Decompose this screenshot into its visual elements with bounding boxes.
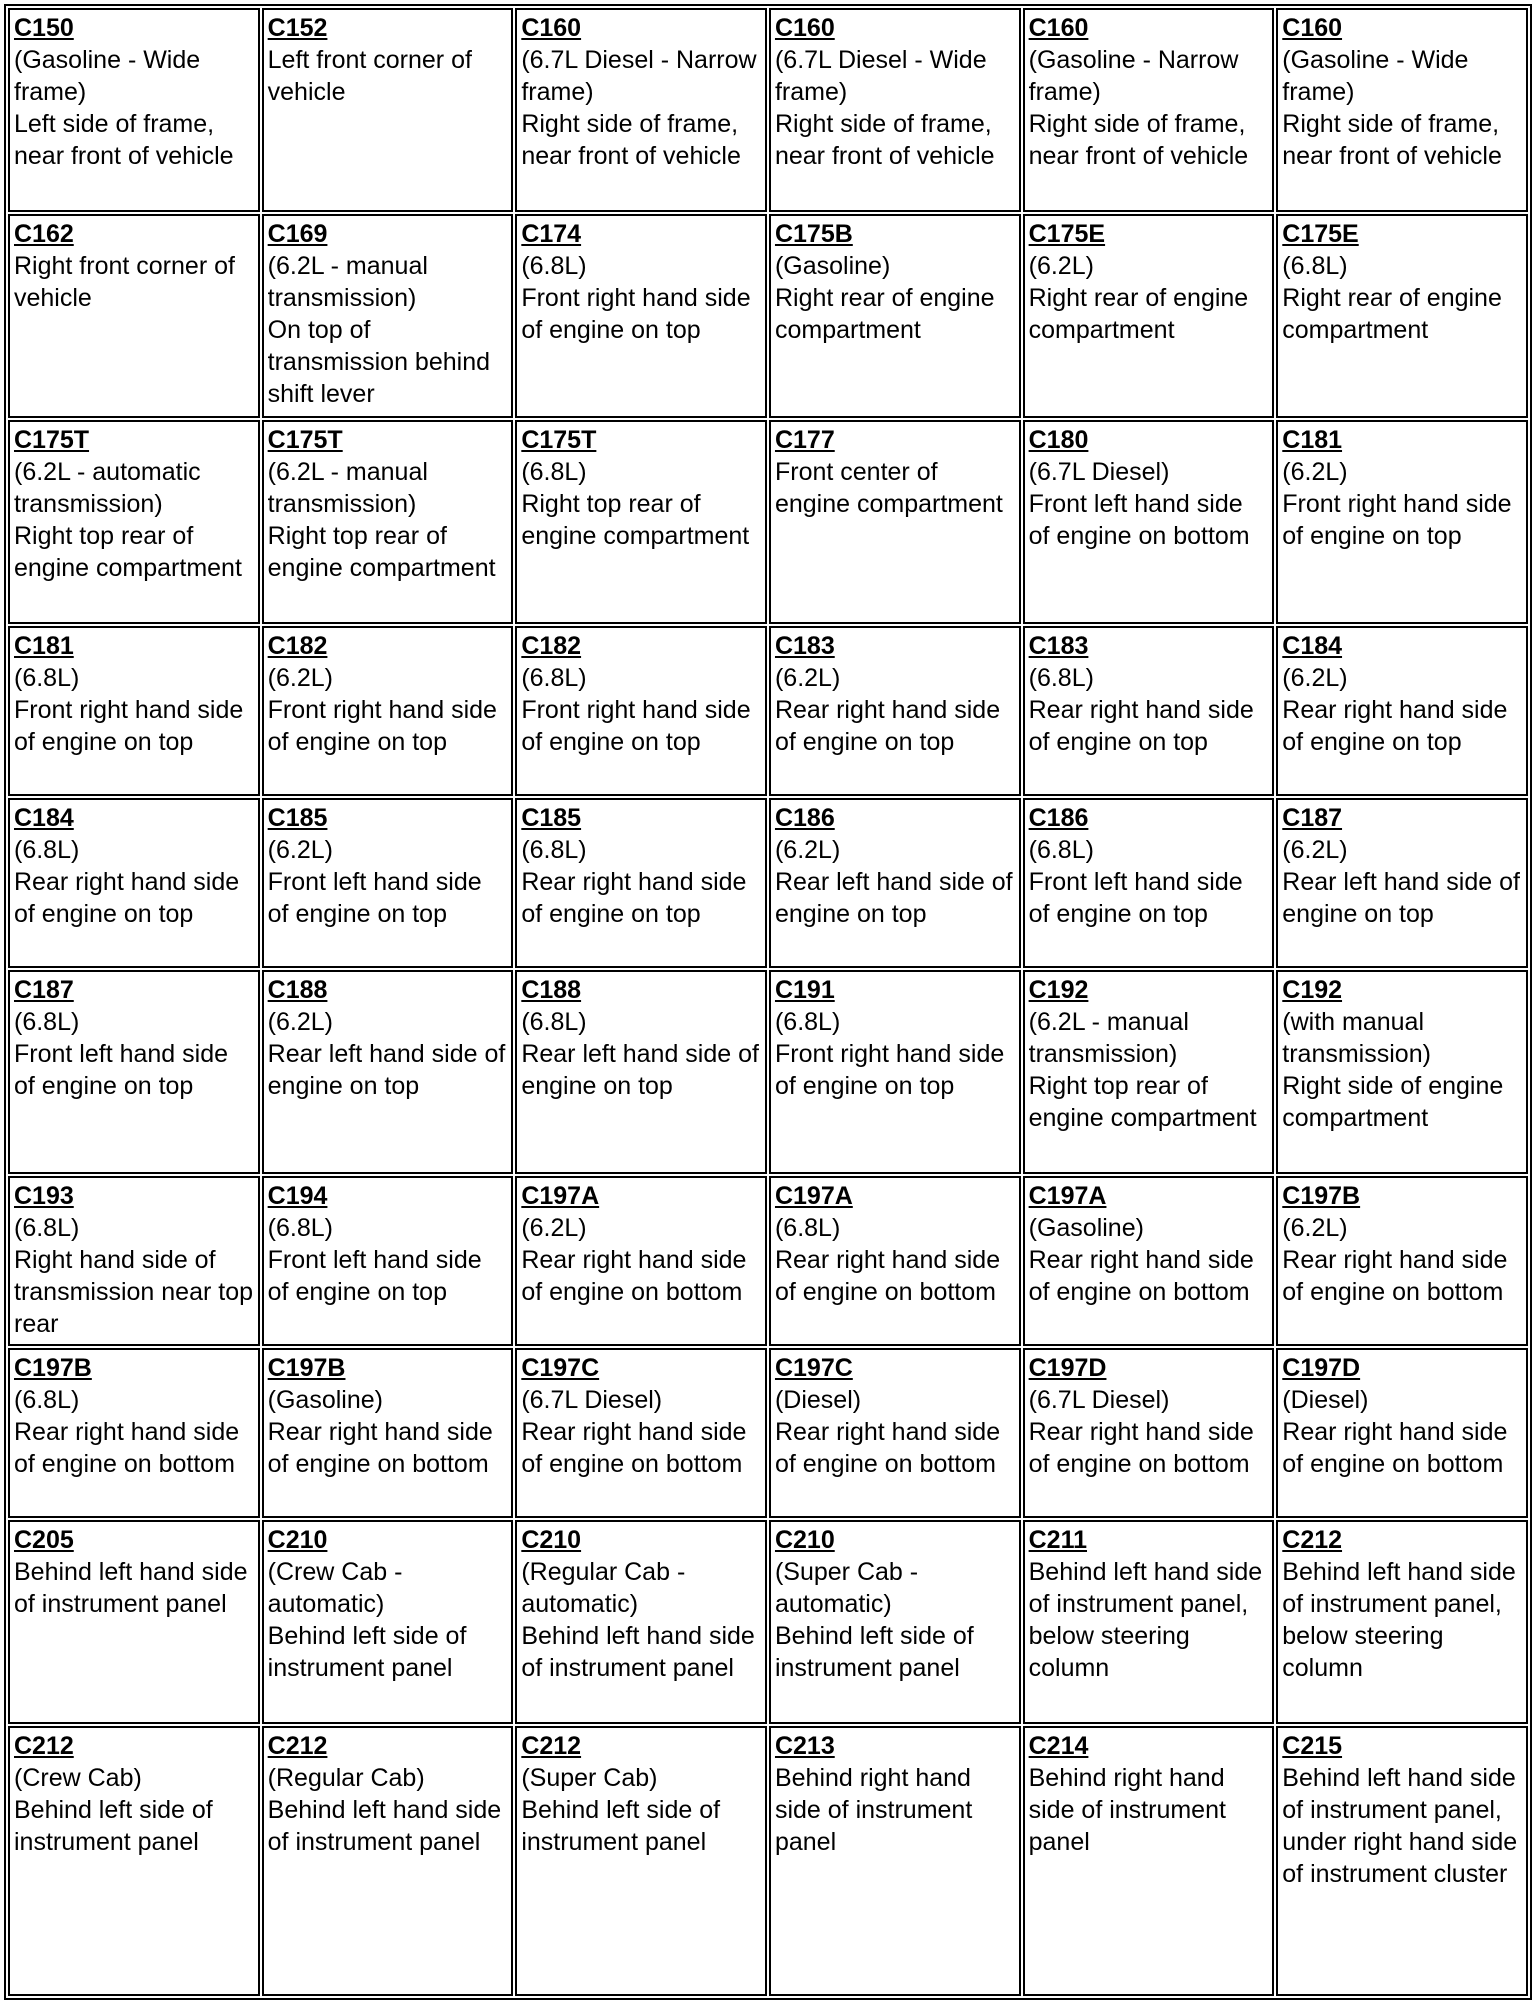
connector-id: C188 — [521, 976, 582, 1004]
connector-condition: (6.2L) — [1282, 664, 1348, 692]
connector-cell — [8, 1176, 260, 1346]
connector-condition: (6.7L Diesel - Wide frame) — [774, 46, 987, 106]
connector-location: Right top rear of engine compartment — [267, 522, 496, 582]
connector-cell — [769, 970, 1021, 1174]
connector-location: Left side of frame, near front of vehicle — [14, 110, 234, 170]
connector-id: C213 — [774, 1732, 835, 1760]
table-row — [8, 970, 1528, 1174]
connector-cell — [8, 8, 260, 212]
connector-id: C185 — [267, 804, 328, 832]
connector-location: Behind left side of instrument panel — [774, 1622, 974, 1682]
connector-id: C187 — [14, 976, 74, 1004]
connector-condition: (Gasoline - Narrow frame) — [1028, 46, 1239, 106]
connector-cell — [1276, 214, 1528, 418]
connector-id: C184 — [14, 804, 74, 832]
connector-condition: (Gasoline - Wide frame) — [14, 46, 201, 106]
connector-condition: (Crew Cab - automatic) — [267, 1558, 403, 1618]
connector-condition: (6.2L - manual transmission) — [267, 252, 428, 312]
connector-condition: (Super Cab - automatic) — [774, 1558, 919, 1618]
connector-cell — [769, 8, 1021, 212]
connector-condition: (6.8L) — [14, 664, 80, 692]
connector-id: C174 — [521, 220, 582, 248]
connector-cell — [8, 970, 260, 1174]
connector-cell — [262, 214, 514, 418]
connector-location: Front right hand side of engine on top — [1282, 490, 1512, 550]
connector-location: Right hand side of transmission near top rear — [14, 1246, 254, 1338]
connector-condition: (6.2L - manual transmission) — [1028, 1008, 1189, 1068]
connector-cell — [1276, 626, 1528, 796]
connector-condition: (Diesel) — [1282, 1386, 1369, 1414]
connector-id: C181 — [1282, 426, 1343, 454]
connector-condition: (Gasoline) — [1028, 1214, 1144, 1242]
connector-condition: (6.2L) — [267, 664, 333, 692]
connector-location: Right rear of engine compartment — [1282, 284, 1502, 344]
connector-location: Front right hand side of engine on top — [521, 284, 751, 344]
connector-location: Front right hand side of engine on top — [267, 696, 497, 756]
connector-location: Right top rear of engine compartment — [14, 522, 242, 582]
connector-condition: (6.2L) — [1028, 252, 1094, 280]
connector-cell — [1276, 1520, 1528, 1724]
connector-cell — [515, 798, 767, 968]
connector-id: C197A — [774, 1182, 853, 1210]
connector-id: C182 — [521, 632, 582, 660]
connector-id: C205 — [14, 1526, 74, 1554]
connector-id: C150 — [14, 14, 74, 42]
connector-cell — [262, 420, 514, 624]
connector-location: Front right hand side of engine on top — [774, 1040, 1005, 1100]
connector-condition: (Regular Cab) — [267, 1764, 425, 1792]
connector-cell — [515, 1726, 767, 1996]
connector-condition: (6.2L) — [774, 664, 841, 692]
connector-location: Rear right hand side of engine on bottom — [267, 1418, 493, 1478]
connector-cell — [769, 1726, 1021, 1996]
connector-cell — [1023, 8, 1275, 212]
connector-location: Rear left hand side of engine on top — [1282, 868, 1520, 928]
connector-id: C211 — [1028, 1526, 1088, 1554]
connector-location: Rear left hand side of engine on top — [521, 1040, 759, 1100]
connector-condition: (6.8L) — [521, 664, 587, 692]
connector-id: C192 — [1028, 976, 1089, 1004]
connector-cell — [1276, 1726, 1528, 1996]
connector-condition: (6.2L - manual transmission) — [267, 458, 428, 518]
connector-id: C175T — [14, 426, 90, 454]
connector-cell — [1023, 1176, 1275, 1346]
connector-location: Right side of frame, near front of vehicle — [1282, 110, 1502, 170]
connector-location: Behind left hand side of instrument panel, below steering column — [1028, 1558, 1263, 1682]
table-row — [8, 420, 1528, 624]
connector-location: Front right hand side of engine on top — [521, 696, 751, 756]
connector-location: Right front corner of vehicle — [14, 252, 235, 312]
connector-id: C193 — [14, 1182, 74, 1210]
connector-condition: (6.2L) — [1282, 458, 1348, 486]
connector-condition: (6.8L) — [521, 252, 587, 280]
connector-cell — [1276, 970, 1528, 1174]
connector-location: Rear right hand side of engine on top — [1028, 696, 1254, 756]
connector-location: Front center of engine compartment — [774, 458, 1003, 518]
connector-cell — [1023, 970, 1275, 1174]
connector-cell — [8, 1348, 260, 1518]
connector-id: C197D — [1028, 1354, 1107, 1382]
connector-cell — [262, 970, 514, 1174]
connector-condition: (6.7L Diesel) — [1028, 1386, 1170, 1414]
connector-location: Rear right hand side of engine on bottom — [521, 1418, 747, 1478]
connector-location: Left front corner of vehicle — [267, 46, 472, 106]
connector-location: Rear right hand side of engine on bottom — [1028, 1418, 1254, 1478]
connector-cell — [8, 798, 260, 968]
connector-id: C197B — [1282, 1182, 1361, 1210]
connector-cell — [769, 1520, 1021, 1724]
connector-id: C184 — [1282, 632, 1343, 660]
connector-location: Right top rear of engine compartment — [521, 490, 750, 550]
connector-location: Front left hand side of engine on top — [1028, 868, 1243, 928]
connector-cell — [515, 1348, 767, 1518]
connector-id: C175B — [774, 220, 853, 248]
connector-id: C160 — [1028, 14, 1089, 42]
connector-condition: (6.2L) — [1282, 836, 1348, 864]
connector-condition: (Regular Cab - automatic) — [521, 1558, 686, 1618]
connector-id: C152 — [267, 14, 328, 42]
connector-id: C212 — [521, 1732, 582, 1760]
connector-id: C160 — [521, 14, 582, 42]
connector-id: C177 — [774, 426, 835, 454]
connector-cell — [1023, 214, 1275, 418]
connector-condition: (6.8L) — [521, 458, 587, 486]
connector-cell — [8, 214, 260, 418]
connector-cell — [515, 214, 767, 418]
connector-cell — [769, 626, 1021, 796]
connector-cell — [262, 1520, 514, 1724]
connector-id: C175T — [267, 426, 343, 454]
connector-cell — [769, 1176, 1021, 1346]
connector-id: C197A — [1028, 1182, 1107, 1210]
connector-condition: (6.2L) — [267, 836, 333, 864]
connector-location: Rear right hand side of engine on bottom — [1282, 1418, 1508, 1478]
connector-id: C160 — [1282, 14, 1343, 42]
connector-condition: (6.8L) — [774, 1214, 841, 1242]
connector-condition: (6.8L) — [14, 836, 80, 864]
connector-id: C197A — [521, 1182, 600, 1210]
connector-cell — [769, 420, 1021, 624]
connector-id: C210 — [267, 1526, 328, 1554]
connector-cell — [262, 798, 514, 968]
connector-cell — [769, 214, 1021, 418]
connector-condition: (6.7L Diesel) — [521, 1386, 663, 1414]
connector-cell — [515, 626, 767, 796]
connector-condition: (6.7L Diesel - Narrow frame) — [521, 46, 757, 106]
connector-location: Front left hand side of engine on top — [14, 1040, 229, 1100]
connector-id: C169 — [267, 220, 328, 248]
connector-id: C186 — [1028, 804, 1089, 832]
connector-cell — [262, 8, 514, 212]
connector-id: C194 — [267, 1182, 328, 1210]
connector-cell — [515, 8, 767, 212]
connector-id: C214 — [1028, 1732, 1089, 1760]
connector-condition: (with manual transmission) — [1282, 1008, 1431, 1068]
connector-location: Right top rear of engine compartment — [1028, 1072, 1257, 1132]
connector-location: Behind left side of instrument panel — [521, 1796, 721, 1856]
connector-location: Behind left side of instrument panel — [14, 1796, 213, 1856]
connector-id: C162 — [14, 220, 74, 248]
connector-location: Rear right hand side of engine on top — [1282, 696, 1508, 756]
connector-cell — [1023, 1348, 1275, 1518]
table-row — [8, 214, 1528, 418]
connector-location: Rear left hand side of engine on top — [774, 868, 1013, 928]
connector-id: C175E — [1282, 220, 1359, 248]
connector-id: C197D — [1282, 1354, 1361, 1382]
connector-cell — [1276, 798, 1528, 968]
connector-location: Behind left hand side of instrument panel, below steering column — [1282, 1558, 1516, 1682]
connector-cell — [262, 626, 514, 796]
connector-id: C212 — [267, 1732, 328, 1760]
connector-location: Right side of frame, near front of vehicle — [1028, 110, 1249, 170]
connector-id: C215 — [1282, 1732, 1343, 1760]
connector-cell — [8, 626, 260, 796]
connector-location: Rear right hand side of engine on bottom — [1282, 1246, 1508, 1306]
connector-condition: (6.8L) — [14, 1214, 80, 1242]
connector-id: C191 — [774, 976, 835, 1004]
connector-id: C212 — [1282, 1526, 1343, 1554]
connector-location: Rear right hand side of engine on bottom — [521, 1246, 747, 1306]
connector-location: On top of transmission behind shift lever — [267, 316, 490, 408]
connector-id: C175T — [521, 426, 597, 454]
connector-location: Front left hand side of engine on top — [267, 1246, 482, 1306]
table-row — [8, 1520, 1528, 1724]
connector-id: C197C — [521, 1354, 600, 1382]
connector-location: Behind left hand side of instrument panel — [267, 1796, 502, 1856]
connector-location: Right side of engine compartment — [1282, 1072, 1504, 1132]
connector-cell — [515, 1520, 767, 1724]
connector-condition: (Super Cab) — [521, 1764, 658, 1792]
connector-condition: (6.8L) — [1282, 252, 1348, 280]
connector-location: Rear right hand side of engine on top — [521, 868, 747, 928]
connector-condition: (6.8L) — [14, 1008, 80, 1036]
connector-location: Right side of frame, near front of vehicle — [774, 110, 995, 170]
table-row — [8, 1726, 1528, 1996]
connector-location: Rear right hand side of engine on bottom — [14, 1418, 240, 1478]
connector-condition: (6.2L) — [774, 836, 841, 864]
connector-cell — [8, 1726, 260, 1996]
connector-location: Behind right hand side of instrument panel — [1028, 1764, 1226, 1856]
table-row — [8, 798, 1528, 968]
connector-location: Right side of frame, near front of vehicle — [521, 110, 741, 170]
connector-id: C210 — [521, 1526, 582, 1554]
connector-cell — [1276, 1176, 1528, 1346]
connector-id: C210 — [774, 1526, 835, 1554]
connector-id: C187 — [1282, 804, 1343, 832]
connector-id: C175E — [1028, 220, 1106, 248]
connector-cell — [1023, 626, 1275, 796]
connector-cell — [1023, 1520, 1275, 1724]
connector-condition: (6.8L) — [774, 1008, 841, 1036]
connector-id: C192 — [1282, 976, 1343, 1004]
connector-location: Rear right hand side of engine on top — [774, 696, 1001, 756]
connector-condition: (Gasoline - Wide frame) — [1282, 46, 1469, 106]
connector-condition: (6.8L) — [14, 1386, 80, 1414]
connector-location: Rear right hand side of engine on bottom — [774, 1418, 1001, 1478]
connector-location: Behind right hand side of instrument panel — [774, 1764, 973, 1856]
connector-id: C182 — [267, 632, 328, 660]
connector-id: C181 — [14, 632, 74, 660]
connector-location: Behind left side of instrument panel — [267, 1622, 467, 1682]
connector-cell — [515, 970, 767, 1174]
connector-id: C197C — [774, 1354, 853, 1382]
connector-condition: (6.2L) — [521, 1214, 587, 1242]
connector-cell — [1276, 8, 1528, 212]
table-row — [8, 1348, 1528, 1518]
connector-cell — [8, 420, 260, 624]
connector-location: Behind left hand side of instrument panel — [14, 1558, 248, 1618]
connector-id: C188 — [267, 976, 328, 1004]
connector-condition: (6.2L) — [267, 1008, 333, 1036]
connector-location: Behind left hand side of instrument panel — [521, 1622, 755, 1682]
connector-cell — [769, 1348, 1021, 1518]
connector-condition: (6.8L) — [1028, 664, 1094, 692]
connector-location: Behind left hand side of instrument panel, under right hand side of instrument cluster — [1282, 1764, 1518, 1888]
table-row — [8, 8, 1528, 212]
connector-id: C197B — [14, 1354, 92, 1382]
connector-location: Rear right hand side of engine on top — [14, 868, 240, 928]
connector-id: C212 — [14, 1732, 74, 1760]
connector-cell — [1023, 420, 1275, 624]
connector-cell — [262, 1726, 514, 1996]
connector-condition: (Gasoline) — [267, 1386, 383, 1414]
connector-location: Rear right hand side of engine on bottom — [1028, 1246, 1254, 1306]
connector-cell — [769, 798, 1021, 968]
connector-condition: (6.8L) — [1028, 836, 1094, 864]
connector-id: C183 — [774, 632, 835, 660]
connector-location: Front left hand side of engine on bottom — [1028, 490, 1250, 550]
connector-location: Front right hand side of engine on top — [14, 696, 244, 756]
connector-cell — [515, 1176, 767, 1346]
connector-id: C183 — [1028, 632, 1089, 660]
connector-condition: (6.2L - automatic transmission) — [14, 458, 201, 518]
connector-id: C180 — [1028, 426, 1089, 454]
connector-condition: (6.2L) — [1282, 1214, 1348, 1242]
connector-id: C185 — [521, 804, 582, 832]
table-row — [8, 1176, 1528, 1346]
connector-condition: (6.8L) — [521, 836, 587, 864]
connector-location: Rear right hand side of engine on bottom — [774, 1246, 1001, 1306]
connector-cell — [1023, 1726, 1275, 1996]
connector-cell — [262, 1176, 514, 1346]
connector-cell — [515, 420, 767, 624]
table-body — [8, 8, 1528, 1996]
connector-id: C186 — [774, 804, 835, 832]
table-row — [8, 626, 1528, 796]
connector-cell — [8, 1520, 260, 1724]
connector-condition: (6.7L Diesel) — [1028, 458, 1170, 486]
connector-condition: (6.8L) — [267, 1214, 333, 1242]
connector-cell — [1276, 420, 1528, 624]
connector-location: Rear left hand side of engine on top — [267, 1040, 506, 1100]
connector-cell — [262, 1348, 514, 1518]
connector-cell — [1276, 1348, 1528, 1518]
connector-location: Right rear of engine compartment — [1028, 284, 1249, 344]
connector-condition: (6.8L) — [521, 1008, 587, 1036]
connector-condition: (Crew Cab) — [14, 1764, 142, 1792]
connector-cell — [1023, 798, 1275, 968]
connector-condition: (Gasoline) — [774, 252, 891, 280]
connector-location-table — [4, 4, 1532, 2000]
connector-location: Front left hand side of engine on top — [267, 868, 482, 928]
connector-condition: (Diesel) — [774, 1386, 862, 1414]
connector-location: Right rear of engine compartment — [774, 284, 995, 344]
connector-id: C160 — [774, 14, 835, 42]
connector-id: C197B — [267, 1354, 346, 1382]
